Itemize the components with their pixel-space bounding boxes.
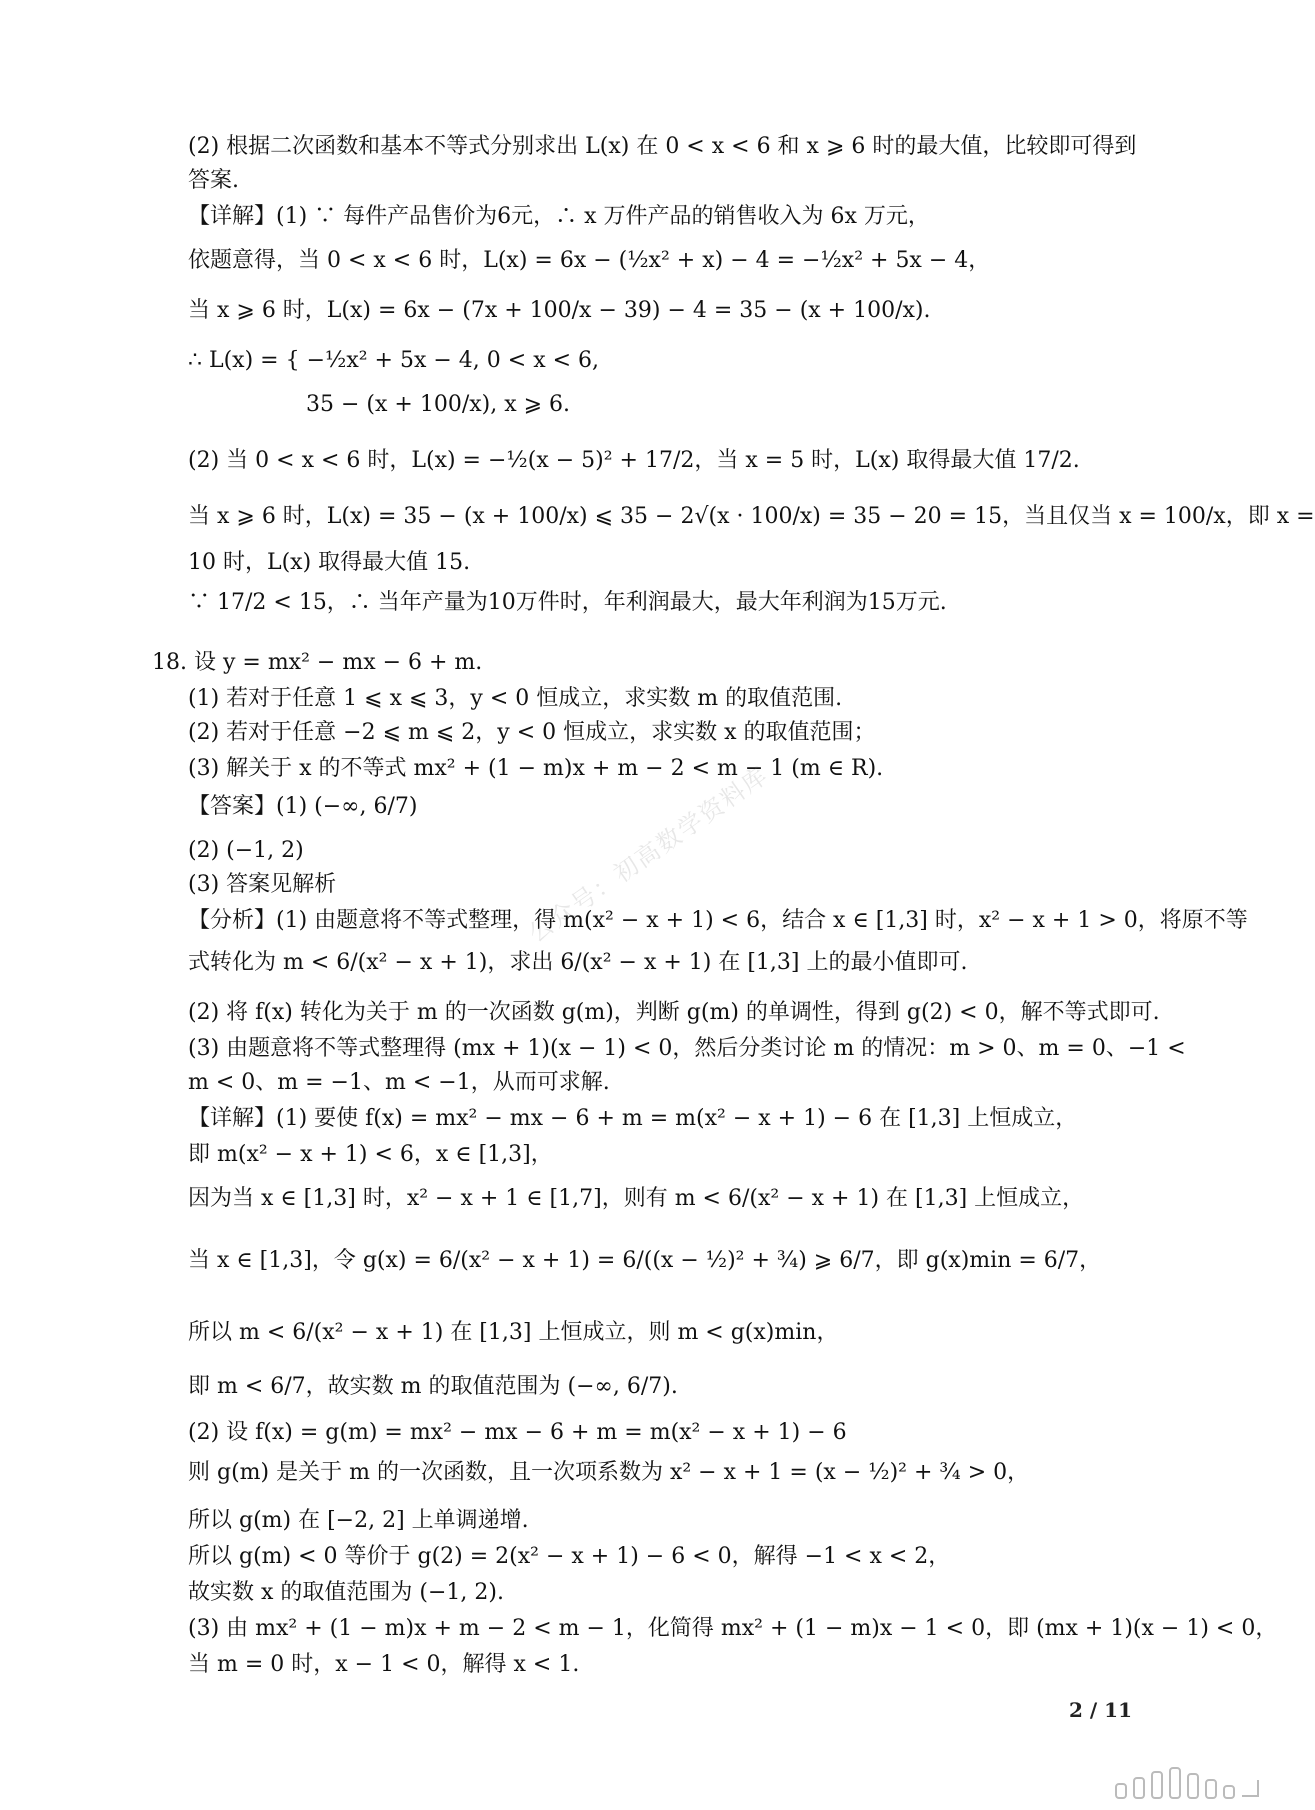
detail-18-line13: 当 m = 0 时，x − 1 < 0，解得 x < 1. bbox=[188, 1652, 580, 1677]
detail-part2-line1: (2) 当 0 < x < 6 时，L(x) = −½(x − 5)² + 17/2，当 x = 5 时，L(x) 取得最大值 17/2. bbox=[188, 448, 1080, 473]
detail-18-line4: 当 x ∈ [1,3]，令 g(x) = 6/(x² − x + 1) = 6/((x − ½)² + ¾) ⩾ 6/7，即 g(x)min = 6/7， bbox=[188, 1248, 1102, 1273]
detail-18-line6: 即 m < 6/7，故实数 m 的取值范围为 (−∞, 6/7). bbox=[188, 1374, 678, 1399]
question-18-part3: (3) 解关于 x 的不等式 mx² + (1 − m)x + m − 2 < m − 1 (m ∈ R). bbox=[188, 756, 884, 781]
detail-18-line2: 即 m(x² − x + 1) < 6，x ∈ [1,3]， bbox=[188, 1142, 553, 1167]
piecewise-line1: ∴ L(x) = { −½x² + 5x − 4, 0 < x < 6, bbox=[188, 348, 600, 373]
analysis-part2-text: (2) 根据二次函数和基本不等式分别求出 L(x) 在 0 < x < 6 和 x ⩾ 6 时的最大值，比较即可得到答案. bbox=[188, 134, 1137, 193]
detail-part1-line3: 当 x ⩾ 6 时，L(x) = 6x − (7x + 100/x − 39) − 4 = 35 − (x + 100/x). bbox=[188, 298, 931, 323]
detail-conclusion: ∵ 17/2 < 15，∴ 当年产量为10万件时，年利润最大，最大年利润为15万元. bbox=[188, 590, 947, 615]
piecewise-line2: 35 − (x + 100/x), x ⩾ 6. bbox=[306, 392, 571, 417]
question-18-title: 18. 设 y = mx² − mx − 6 + m. bbox=[152, 650, 483, 675]
detail-part1-line2: 依题意得，当 0 < x < 6 时，L(x) = 6x − (½x² + x) − 4 = −½x² + 5x − 4， bbox=[188, 248, 991, 273]
answer-part1: 【答案】(1) (−∞, 6/7) bbox=[188, 794, 418, 819]
detail-18-line3: 因为当 x ∈ [1,3] 时，x² − x + 1 ∈ [1,7]，则有 m < 6/(x² − x + 1) 在 [1,3] 上恒成立， bbox=[188, 1186, 1085, 1211]
question-18-part2: (2) 若对于任意 −2 ⩽ m ⩽ 2，y < 0 恒成立，求实数 x 的取值范围； bbox=[188, 720, 876, 745]
detail-part2-line2: 当 x ⩾ 6 时，L(x) = 35 − (x + 100/x) ⩽ 35 − 2√(x · 100/x) = 35 − 20 = 15，当且仅当 x = 100/x，即 x = bbox=[188, 504, 1315, 529]
detail-18-line7: (2) 设 f(x) = g(m) = mx² − mx − 6 + m = m(x² − x + 1) − 6 bbox=[188, 1420, 847, 1445]
page-number: 2 / 11 bbox=[1069, 1698, 1132, 1722]
analysis-line2: 式转化为 m < 6/(x² − x + 1)，求出 6/(x² − x + 1) 在 [1,3] 上的最小值即可. bbox=[188, 950, 968, 975]
analysis-line4: (3) 由题意将不等式整理得 (mx + 1)(x − 1) < 0，然后分类讨论 m 的情况：m > 0、m = 0、−1 < bbox=[188, 1036, 1186, 1061]
analysis-line3: (2) 将 f(x) 转化为关于 m 的一次函数 g(m)，判断 g(m) 的单调性，得到 g(2) < 0，解不等式即可. bbox=[188, 1000, 1160, 1025]
question-18-part1: (1) 若对于任意 1 ⩽ x ⩽ 3，y < 0 恒成立，求实数 m 的取值范围. bbox=[188, 686, 843, 711]
detail-18-line5: 所以 m < 6/(x² − x + 1) 在 [1,3] 上恒成立，则 m < g(x)min， bbox=[188, 1320, 839, 1345]
detail-part2-line3: 10 时，L(x) 取得最大值 15. bbox=[188, 550, 471, 575]
detail-18-line10: 所以 g(m) < 0 等价于 g(2) = 2(x² − x + 1) − 6 < 0，解得 −1 < x < 2， bbox=[188, 1544, 951, 1569]
analysis-line1: 【分析】(1) 由题意将不等式整理，得 m(x² − x + 1) < 6，结合 x ∈ [1,3] 时，x² − x + 1 > 0，将原不等 bbox=[188, 908, 1248, 933]
detail-18-line8: 则 g(m) 是关于 m 的一次函数，且一次项系数为 x² − x + 1 = (x − ½)² + ¾ > 0， bbox=[188, 1460, 1030, 1485]
detail-18-line9: 所以 g(m) 在 [−2, 2] 上单调递增. bbox=[188, 1508, 529, 1533]
detail-18-line12: (3) 由 mx² + (1 − m)x + m − 2 < m − 1，化简得 mx² + (1 − m)x − 1 < 0，即 (mx + 1)(x − 1) < 0， bbox=[188, 1616, 1278, 1641]
signal-bars-icon bbox=[1112, 1766, 1262, 1802]
answer-part2: (2) (−1, 2) bbox=[188, 838, 304, 863]
answer-part3: (3) 答案见解析 bbox=[188, 872, 337, 897]
detail-18-line1: 【详解】(1) 要使 f(x) = mx² − mx − 6 + m = m(x² − x + 1) − 6 在 [1,3] 上恒成立， bbox=[188, 1106, 1078, 1131]
analysis-line5: m < 0、m = −1、m < −1，从而可求解. bbox=[188, 1070, 610, 1095]
detail-part1-line1: 【详解】(1) ∵ 每件产品售价为6元，∴ x 万件产品的销售收入为 6x 万元， bbox=[188, 204, 930, 229]
detail-18-line11: 故实数 x 的取值范围为 (−1, 2). bbox=[188, 1580, 504, 1605]
watermark-text: 公众号：初高数学资料库 bbox=[523, 760, 774, 948]
